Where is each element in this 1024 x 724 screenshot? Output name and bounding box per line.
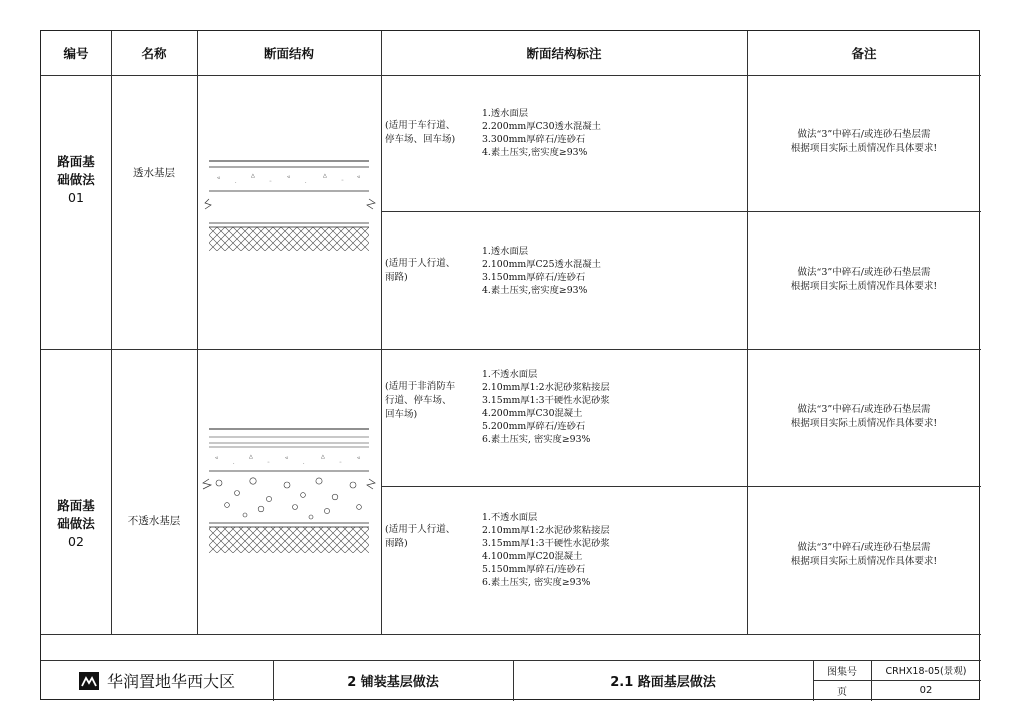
col-divider-3 — [381, 31, 382, 634]
permeable-section-diagram — [197, 151, 381, 261]
row2-note: 做法“3”中碎石/或连砂石垫层需 根据项目实际土质情况作具体要求! — [790, 267, 938, 292]
row3-scope: (适用于非消防车 行道、停车场、 回车场) — [385, 381, 456, 420]
svg-text:·: · — [303, 461, 305, 467]
row1-layers: 1.透水面层 2.200mm厚C30透水混凝土 3.300mm厚碎石/连砂石 4.素土压实,密实度≥93% — [482, 108, 601, 158]
row4-note: 做法“3”中碎石/或连砂石垫层需 根据项目实际土质情况作具体要求! — [790, 542, 938, 567]
crland-logo-icon — [79, 672, 99, 690]
company-name: 华润置地华西大区 — [106, 672, 235, 691]
section-title: 2.1 路面基层做法 — [610, 675, 716, 690]
header-name: 名称 — [141, 46, 167, 61]
group-code-02: 路面基 础做法 02 — [57, 498, 95, 549]
header-section: 断面结构 — [263, 46, 314, 61]
row2-scope: (适用于人行道、 雨路) — [385, 258, 456, 283]
svg-text:◦: ◦ — [267, 460, 270, 466]
row-divider-3 — [381, 486, 981, 487]
impermeable-section-diagram — [197, 421, 381, 581]
row4-scope: (适用于人行道、 雨路) — [385, 524, 456, 549]
group-divider — [41, 349, 981, 350]
table-bottom-line — [41, 634, 981, 635]
group-name-02: 不透水基层 — [127, 515, 181, 527]
svg-text:·: · — [233, 461, 235, 467]
drawing-frame — [40, 30, 980, 700]
svg-text:·: · — [305, 180, 307, 186]
svg-text:·: · — [235, 180, 237, 186]
svg-text:◃: ◃ — [215, 455, 218, 461]
chapter-title: 2 铺装基层做法 — [347, 675, 439, 690]
row3-note: 做法“3”中碎石/或连砂石垫层需 根据项目实际土质情况作具体要求! — [790, 404, 938, 429]
svg-text:◦: ◦ — [341, 178, 344, 184]
row1-note: 做法“3”中碎石/或连砂石垫层需 根据项目实际土质情况作具体要求! — [790, 129, 938, 154]
atlas-value: CRHX18-05(景观) — [885, 666, 967, 677]
row3-layers: 1.不透水面层 2.10mm厚1:2水泥砂浆粘接层 3.15mm厚1:3干硬性水泥砂浆 4.200mm厚C30混凝土 5.200mm厚碎石/连砂石 6.素土压实, 密实度≥93% — [482, 369, 610, 445]
svg-text:◃: ◃ — [287, 174, 290, 180]
page-label: 页 — [837, 687, 847, 698]
row1-scope: (适用于车行道、 停车场、回车场) — [385, 120, 456, 145]
svg-text:◃: ◃ — [357, 455, 360, 461]
group-name-01: 透水基层 — [133, 167, 175, 179]
group-code-01: 路面基 础做法 01 — [57, 154, 95, 205]
atlas-label: 图集号 — [827, 666, 857, 678]
col-divider-1 — [111, 31, 112, 634]
header-remarks: 备注 — [851, 46, 877, 61]
svg-text:◦: ◦ — [339, 460, 342, 466]
svg-text:◦: ◦ — [269, 179, 272, 185]
svg-text:△: △ — [323, 173, 327, 179]
company-cell — [41, 660, 273, 701]
svg-text:△: △ — [321, 454, 325, 460]
row-divider-1 — [381, 211, 981, 212]
svg-text:◃: ◃ — [357, 174, 360, 180]
svg-text:△: △ — [249, 454, 253, 460]
header-divider — [41, 75, 981, 76]
row2-layers: 1.透水面层 2.100mm厚C25透水混凝土 3.150mm厚碎石/连砂石 4.素土压实,密实度≥93% — [482, 246, 601, 296]
svg-text:△: △ — [251, 173, 255, 179]
header-code: 编号 — [63, 46, 89, 61]
row4-layers: 1.不透水面层 2.10mm厚1:2水泥砂浆粘接层 3.15mm厚1:3干硬性水泥砂浆 4.100mm厚C20混凝土 5.150mm厚碎石/连砂石 6.素土压实, 密实度≥93% — [482, 512, 610, 588]
header-section-notes: 断面结构标注 — [526, 46, 602, 61]
svg-text:◃: ◃ — [285, 455, 288, 461]
page-number: 02 — [919, 685, 933, 696]
svg-text:◃: ◃ — [217, 175, 220, 181]
